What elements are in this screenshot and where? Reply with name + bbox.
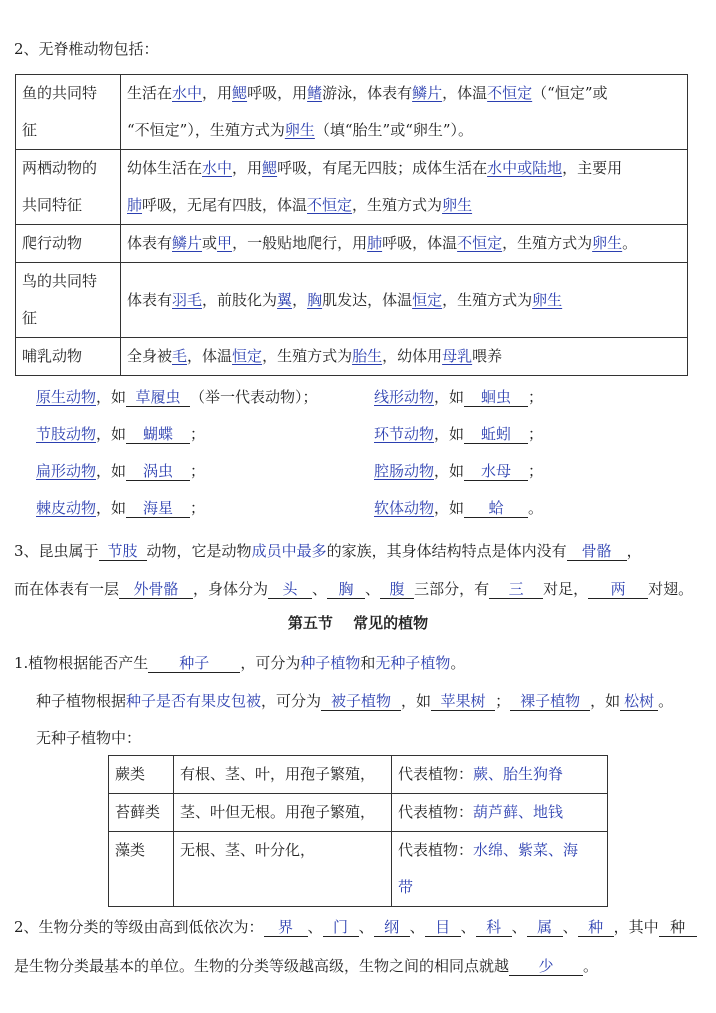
text: ，幼体用	[382, 347, 443, 365]
list-row	[36, 423, 676, 460]
text: ，其中	[613, 918, 659, 936]
note: ；	[528, 388, 544, 406]
answer-blank: 头	[268, 580, 312, 599]
row-header-text: 哺乳动物	[22, 347, 83, 365]
animal-group: 原生动物	[36, 388, 97, 406]
list-item	[374, 423, 543, 444]
row-header-text: 征	[22, 309, 38, 327]
example-blank: 水母	[464, 462, 528, 481]
text: 游泳，体表有	[322, 84, 413, 102]
answer: 鳃	[232, 84, 248, 102]
answer: 卵生	[532, 290, 563, 309]
row-content	[121, 263, 688, 338]
table-row	[16, 225, 688, 263]
note: ；	[190, 462, 206, 480]
text: ，体温	[442, 84, 488, 102]
answer-blank: 门	[323, 918, 359, 937]
text: “不恒定”），生殖方式为	[127, 121, 285, 139]
row-header-text: 共同特征	[22, 196, 83, 214]
answer: 鳞片	[412, 84, 443, 102]
text: 呼吸，体温	[382, 234, 458, 252]
plant-representatives	[392, 832, 608, 907]
example-blank: 蚯蚓	[464, 425, 528, 444]
row-header	[16, 150, 121, 225]
animal-group: 扁形动物	[36, 462, 97, 480]
text: 或	[202, 234, 218, 252]
row-header-text: 鱼的共同特	[22, 84, 98, 102]
rep-value: 带	[398, 878, 414, 896]
text: ，体温	[187, 347, 233, 365]
table-row	[16, 338, 688, 376]
text: ，主要用	[562, 159, 623, 177]
plants-line1: 1.植物根据能否产生 种子 ，可分为种子植物和无种子植物。	[14, 654, 466, 672]
animal-group: 线形动物	[374, 388, 435, 406]
plant-type: 苔藓类	[109, 794, 174, 832]
answer-blank: 裸子植物	[510, 692, 590, 711]
no-seed-label: 无种子植物中：	[36, 729, 142, 747]
text: ，用	[232, 159, 263, 177]
answer-blank: 属	[527, 918, 563, 937]
list-item	[36, 386, 318, 407]
list-item	[36, 423, 205, 444]
rep-label: 代表植物：	[398, 765, 474, 783]
answer: 肺	[367, 234, 383, 252]
list-row	[36, 386, 676, 423]
invertebrate-list	[36, 386, 676, 534]
separator: ，如	[434, 388, 465, 406]
example-blank: 涡虫	[126, 462, 190, 481]
separator: ，如	[96, 499, 127, 517]
note: ；	[528, 462, 544, 480]
answer: 水中	[172, 84, 203, 102]
plant-representatives	[392, 794, 608, 832]
example-blank: 草履虫	[126, 388, 190, 407]
animal-group: 节肢动物	[36, 425, 97, 443]
text: 喂养	[472, 347, 503, 365]
list-item	[374, 497, 543, 518]
answer: 不恒定	[487, 84, 533, 102]
separator: ，如	[434, 462, 465, 480]
list-row	[36, 460, 676, 497]
animal-group: 棘皮动物	[36, 499, 97, 517]
text: ，生殖方式为	[352, 196, 443, 214]
plant-type: 藻类	[109, 832, 174, 907]
plant-features: 有根、茎、叶，用孢子繁殖，	[174, 756, 392, 794]
answer: 卵生	[442, 196, 473, 214]
answer-blank: 种子	[148, 654, 240, 673]
animal-group: 环节动物	[374, 425, 435, 443]
separator: ，如	[96, 388, 127, 406]
plant-features: 茎、叶但无根。用孢子繁殖，	[174, 794, 392, 832]
list-item	[374, 460, 543, 481]
list-row	[36, 497, 676, 534]
plant-features: 无根、茎、叶分化，	[174, 832, 392, 907]
answer: 毛	[172, 347, 188, 365]
separator: ，如	[434, 425, 465, 443]
separator: 、	[511, 918, 527, 936]
answer: 翼	[277, 290, 293, 309]
text: （“恒定”或	[532, 84, 608, 102]
text: 全身被	[127, 347, 173, 365]
answer-blank: 少	[509, 957, 583, 976]
list-item	[374, 386, 543, 407]
answer-blank: 纲	[374, 918, 410, 937]
example-blank: 蝴蝶	[126, 425, 190, 444]
table-row	[16, 263, 688, 338]
separator: ，如	[434, 499, 465, 517]
text: 肌发达，体温	[322, 290, 413, 309]
answer: 肺	[127, 196, 143, 214]
row-header-text: 鸟的共同特	[22, 272, 98, 290]
text: 体表有	[127, 234, 173, 252]
answer-blank: 种	[578, 918, 614, 937]
table-row	[109, 794, 608, 832]
answer: 母乳	[442, 347, 473, 365]
list-item	[36, 497, 205, 518]
text: ，前肢化为	[202, 290, 278, 309]
answer-blank: 种	[659, 918, 697, 937]
q3-line2: 而在体表有一层 外骨骼 ，身体分为 头 、 胸 、 腹 三部分，有 三 对足， 两 对翅。	[14, 580, 694, 598]
note: 。	[528, 499, 544, 517]
text: ，一般贴地爬行，用	[232, 234, 368, 252]
row-header-text: 两栖动物的	[22, 159, 98, 177]
text: ，生殖方式为	[262, 347, 353, 365]
answer-blank: 苹果树	[431, 692, 495, 711]
note: （举一代表动物）；	[190, 388, 318, 406]
row-content	[121, 225, 688, 263]
animal-group: 腔肠动物	[374, 462, 435, 480]
answer-blank: 外骨骼	[119, 580, 193, 599]
separator: 、	[409, 918, 425, 936]
answer-blank: 目	[425, 918, 461, 937]
row-content	[121, 338, 688, 376]
example-blank: 蛤	[464, 499, 528, 518]
answer-blank: 节肢	[99, 542, 147, 561]
text: 呼吸，用	[247, 84, 308, 102]
text: 2、生物分类的等级由高到低依次为：	[14, 918, 264, 936]
note: ；	[528, 425, 544, 443]
table-row	[109, 832, 608, 907]
separator: 、	[307, 918, 323, 936]
text: ，生殖方式为	[502, 234, 593, 252]
note: ；	[190, 425, 206, 443]
rep-value: 水绵、紫菜、海	[473, 841, 579, 859]
text: 体表有	[127, 290, 173, 309]
text: 幼体生活在	[127, 159, 203, 177]
answer: 鳃	[262, 159, 278, 177]
answer-blank: 松树	[620, 692, 658, 711]
table-row	[16, 75, 688, 150]
separator: 、	[358, 918, 374, 936]
rep-label: 代表植物：	[398, 803, 474, 821]
row-header	[16, 263, 121, 338]
answer: 恒定	[232, 347, 263, 365]
answer-blank: 三	[489, 580, 543, 599]
q3-line1: 3、昆虫属于 节肢 动物，它是动物成员中最多的家族，其身体结构特点是体内没有 骨骼 ，	[14, 542, 642, 560]
row-content	[121, 150, 688, 225]
text: （填“胎生”或“卵生”）。	[314, 121, 474, 139]
seedless-plants-table	[108, 755, 608, 907]
text: ，生殖方式为	[442, 290, 533, 309]
answer-blank: 胸	[327, 580, 365, 599]
rep-value: 蕨、胎生狗脊	[473, 765, 564, 783]
separator: 、	[562, 918, 578, 936]
answer: 水中	[202, 159, 233, 177]
row-header	[16, 75, 121, 150]
rep-value: 葫芦藓、地钱	[473, 803, 564, 821]
animal-group: 软体动物	[374, 499, 435, 517]
answer: 羽毛	[172, 290, 203, 309]
text: 生活在	[127, 84, 173, 102]
row-header	[16, 338, 121, 376]
answer: 鳞片	[172, 234, 203, 252]
note: ；	[190, 499, 206, 517]
answer: 胎生	[352, 347, 383, 365]
answer-blank: 界	[264, 918, 308, 937]
answer: 甲	[217, 234, 233, 252]
answer: 胸	[307, 290, 323, 309]
answer-blank: 两	[588, 580, 648, 599]
example-blank: 海星	[126, 499, 190, 518]
row-header-text: 征	[22, 121, 38, 139]
vertebrate-table	[15, 74, 688, 376]
row-header-text: 爬行动物	[22, 234, 83, 252]
row-header	[16, 225, 121, 263]
row-content	[121, 75, 688, 150]
table-row	[16, 150, 688, 225]
answer-blank: 被子植物	[321, 692, 401, 711]
answer-blank: 腹	[380, 580, 414, 599]
plant-type: 蕨类	[109, 756, 174, 794]
text: ，	[292, 290, 308, 309]
answer: 鳍	[307, 84, 323, 102]
list-item	[36, 460, 205, 481]
plant-representatives	[392, 756, 608, 794]
example-blank: 蛔虫	[464, 388, 528, 407]
text: 呼吸，无尾有四肢，体温	[142, 196, 308, 214]
table-row	[109, 756, 608, 794]
separator: ，如	[96, 462, 127, 480]
answer: 恒定	[412, 290, 443, 309]
section-heading: 第五节 常见的植物	[287, 614, 429, 632]
answer: 卵生	[284, 121, 315, 139]
rep-label: 代表植物：	[398, 841, 474, 859]
answer: 水中或陆地	[487, 159, 563, 177]
answer: 不恒定	[457, 234, 503, 252]
q2b-line2: 是生物分类最基本的单位。生物的分类等级越高级，生物之间的相同点就越 少 。	[14, 957, 599, 975]
answer: 卵生	[592, 234, 623, 252]
answer: 不恒定	[307, 196, 353, 214]
separator: ，如	[96, 425, 127, 443]
text: 。	[622, 234, 638, 252]
q2-title: 2、无脊椎动物包括：	[14, 40, 159, 58]
answer-blank: 科	[476, 918, 512, 937]
q2b-line1	[14, 916, 697, 937]
text: 呼吸，有尾无四肢；成体生活在	[277, 159, 488, 177]
separator: 、	[460, 918, 476, 936]
text: ，用	[202, 84, 233, 102]
answer-blank: 骨骼	[567, 542, 627, 561]
plants-line2: 种子植物根据种子是否有果皮包被，可分为 被子植物 ，如 苹果树 ； 裸子植物 ，如 松树 。	[36, 692, 674, 710]
